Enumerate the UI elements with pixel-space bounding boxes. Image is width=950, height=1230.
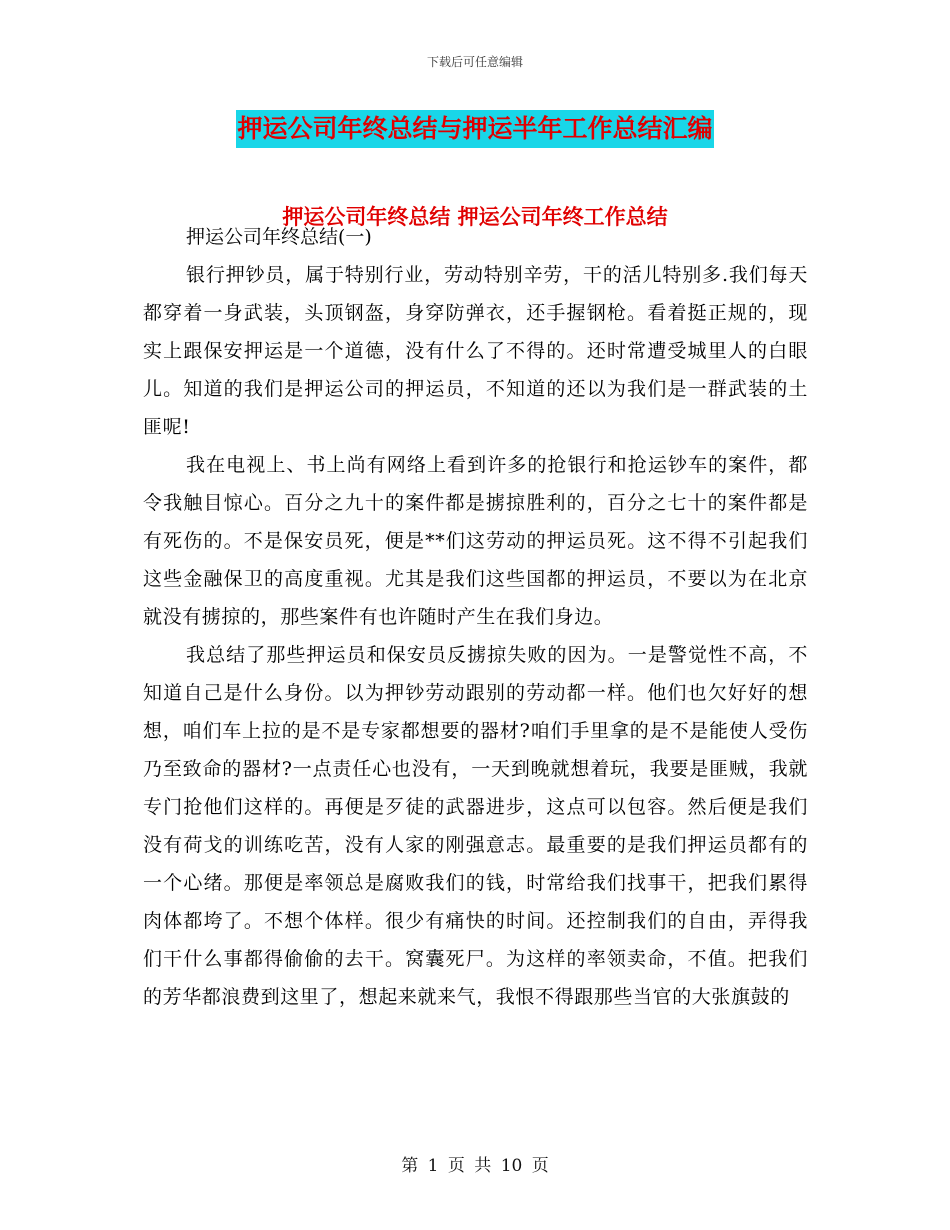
paragraph-3: 我总结了那些押运员和保安员反掳掠失败的因为。一是警觉性不高，不知道自己是什么身份。以为押钞劳动跟别的劳动都一样。他们也欠好好的想想，咱们车上拉的是不是专家都想要的器材?咱们手里拿的是不是能使人受伤乃至致命的器材?一点责任心也没有，一天到晚就想着玩，我要是匪贼，我就专门抢他们这样的。再便是歹徒的武器进步，这点可以包容。然后便是我们没有荷戈的训练吃苦，没有人家的刚强意志。最重要的是我们押运员都有的一个心绪。那便是率领总是腐败我们的钱，时常给我们找事干，把我们累得肉体都垮了。不想个体样。很少有痛快的时间。还控制我们的自由，弄得我们干什么事都得偷偷的去干。窝囊死尸。为这样的率领卖命，不值。把我们的芳华都浪费到这里了，想起来就来气，我恨不得跟那些当官的大张旗鼓的 (143, 644, 808, 1008)
paragraph-1: 银行押钞员，属于特别行业，劳动特别辛劳，干的活儿特别多.我们每天都穿着一身武装，头顶钢盔，身穿防弹衣，还手握钢枪。看着挺正规的，现实上跟保安押运是一个道德，没有什么了不得的。还时常遭受城里人的白眼儿。知道的我们是押运公司的押运员，不知道的还以为我们是一群武装的土匪呢! (143, 264, 808, 438)
document-subtitle: 押运公司年终总结 押运公司年终工作总结 (282, 204, 668, 229)
document-title: 押运公司年终总结与押运半年工作总结汇编 (236, 110, 713, 148)
document-body (143, 218, 808, 1016)
paragraph-2: 我在电视上、书上尚有网络上看到许多的抢银行和抢运钞车的案件，都令我触目惊心。百分之九十的案件都是掳掠胜利的，百分之七十的案件都是有死伤的。不是保安员死，便是**们这劳动的押运员死。这不得不引起我们这些金融保卫的高度重视。尤其是我们这些国都的押运员，不要以为在北京就没有掳掠的，那些案件有也许随时产生在我们身边。 (143, 454, 808, 628)
document-title-wrap (0, 110, 950, 148)
section-heading: 押运公司年终总结(一) (186, 226, 372, 248)
page-footer: 第 1 页 共 10 页 (401, 1156, 549, 1176)
header-note: 下载后可任意编辑 (426, 55, 523, 69)
